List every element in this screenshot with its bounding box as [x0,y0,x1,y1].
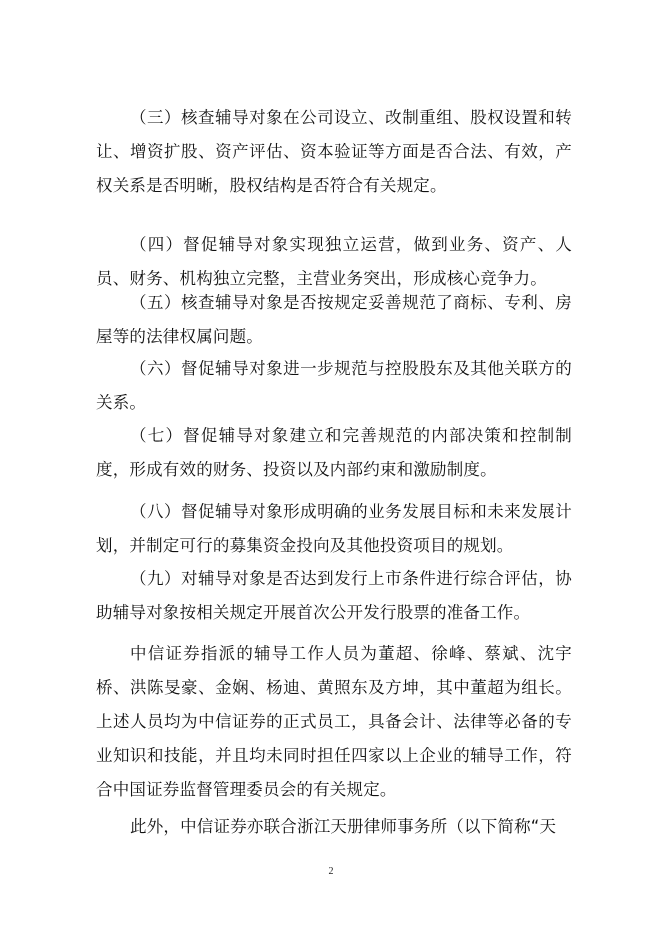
paragraph-item-8: （八）督促辅导对象形成明确的业务发展目标和未来发展计划，并制定可行的募集资金投向及其他投资项目的规划。 [96,501,572,555]
paragraph-item-3: （三）核查辅导对象在公司设立、改制重组、股权设置和转让、增资扩股、资产评估、资本验证等方面是否合法、有效，产权关系是否明晰，股权结构是否符合有关规定。 [96,107,572,195]
paragraph-item-9: （九）对辅导对象是否达到发行上市条件进行综合评估，协助辅导对象按相关规定开展首次公开发行股票的准备工作。 [96,568,572,622]
paragraph-item-4: （四）督促辅导对象实现独立运营，做到业务、资产、人员、财务、机构独立完整，主营业务突出，形成核心竞争力。 [96,234,572,288]
paragraph-item-5: （五）核查辅导对象是否按规定妥善规范了商标、专利、房屋等的法律权属问题。 [96,292,572,346]
paragraph-item-6: （六）督促辅导对象进一步规范与控股股东及其他关联方的关系。 [96,358,572,412]
page-number: 2 [328,866,334,877]
tutoring-staff-paragraph: 中信证券指派的辅导工作人员为董超、徐峰、蔡斌、沈宇桥、洪陈旻豪、金娴、杨迪、黄照东及方坤，其中董超为组长。上述人员均为中信证券的正式员工，具备会计、法律等必备的专业知识和技能，并且均未同时担任四家以上企业的辅导工作，符合中国证券监督管理委员会的有关规定。 [96,643,572,799]
law-firm-paragraph: 此外，中信证券亦联合浙江天册律师事务所（以下简称“天 [130,816,557,836]
paragraph-item-7: （七）督促辅导对象建立和完善规范的内部决策和控制制度，形成有效的财务、投资以及内部约束和激励制度。 [96,425,572,479]
